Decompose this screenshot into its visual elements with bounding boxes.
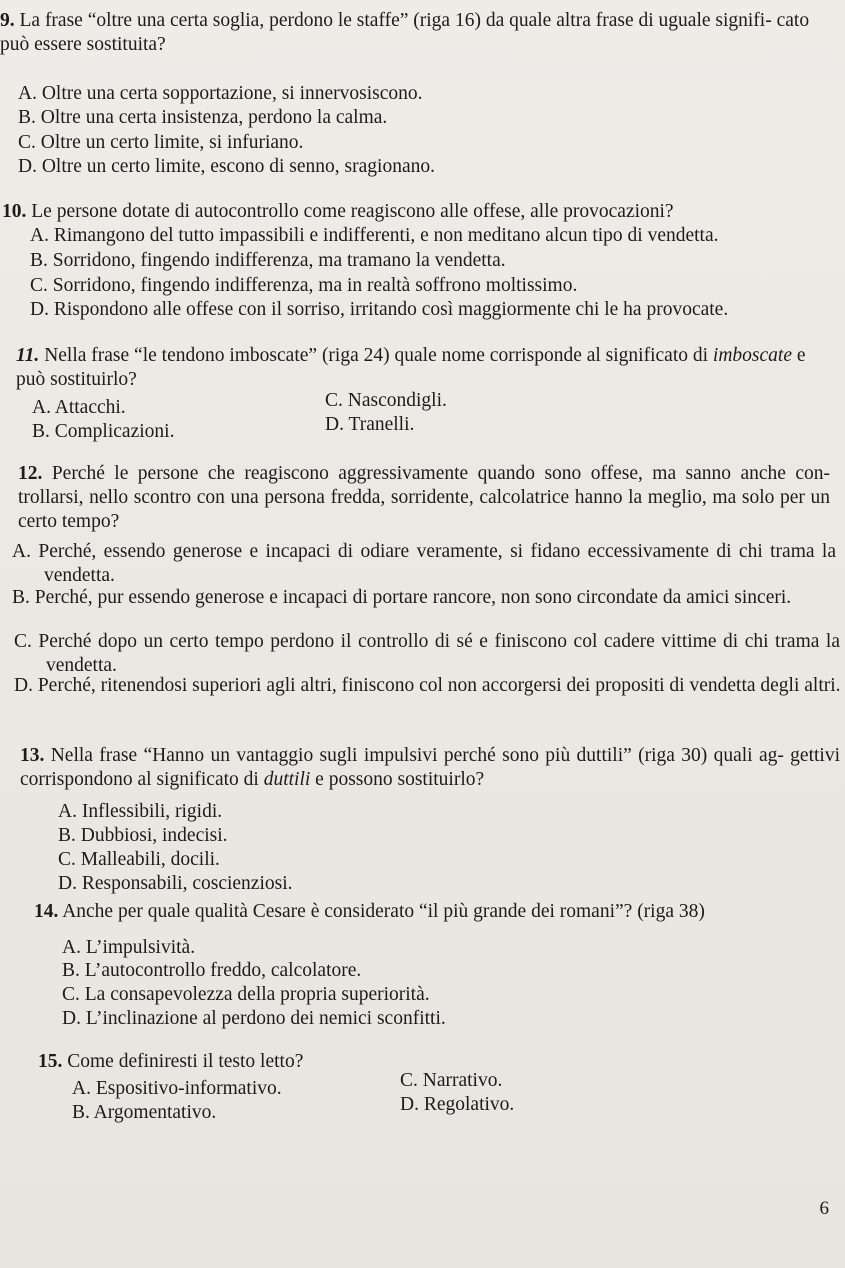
question-9-option-d: D. Oltre un certo limite, escono di senno, sragionano. [18, 156, 435, 177]
question-11-option-a: A. Attacchi. [32, 397, 126, 418]
question-13-option-a: A. Inflessibili, rigidi. [58, 801, 223, 822]
question-13-option-c: C. Malleabili, docili. [58, 849, 220, 870]
question-13-option-b: B. Dubbiosi, indecisi. [58, 825, 228, 846]
question-15-option-c: C. Narrativo. [400, 1070, 503, 1091]
question-14-option-c: C. La consapevolezza della propria superiorità. [62, 984, 430, 1005]
question-11-stem [16, 344, 831, 392]
page-number: 6 [819, 1198, 829, 1219]
question-text-italic: duttili [263, 769, 311, 790]
question-text: La frase “oltre una certa soglia, perdono le staffe” (riga 16) da quale altra frase di uguale signifi- cato può essere sostituita? [0, 10, 810, 55]
question-9-option-a: A. Oltre una certa sopportazione, si innervosiscono. [18, 83, 423, 104]
question-10-option-a: A. Rimangono del tutto impassibili e indifferenti, e non meditano alcun tipo di vendetta. [30, 225, 719, 246]
question-10-option-d: D. Rispondono alle offese con il sorriso, irritando così maggiormente chi le ha provocate. [30, 299, 729, 320]
question-12-option-b: B. Perché, pur essendo generose e incapaci di portare rancore, non sono circondate da amici sinceri. [12, 587, 792, 608]
question-11-option-d: D. Tranelli. [325, 414, 415, 435]
question-13-option-d: D. Responsabili, coscienziosi. [58, 873, 293, 894]
question-number: 9. [0, 10, 15, 31]
question-number: 11. [16, 345, 40, 366]
question-text-italic: imboscate [712, 345, 792, 366]
question-9-option-c: C. Oltre un certo limite, si infuriano. [18, 132, 304, 153]
question-text: Anche per quale qualità Cesare è considerato “il più grande dei romani”? (riga 38) [62, 901, 705, 922]
question-9-option-b: B. Oltre una certa insistenza, perdono la calma. [18, 107, 388, 128]
question-12-option-a: A. Perché, essendo generose e incapaci di odiare veramente, si fidano eccessivamente di chi trama la vendetta. [12, 541, 836, 586]
question-text: Nella frase “le tendono imboscate” (riga 24) quale nome corrisponde al significato di [44, 345, 709, 366]
question-15-option-a: A. Espositivo-informativo. [72, 1078, 282, 1099]
question-text: Come definiresti il testo letto? [67, 1051, 304, 1072]
question-14-option-a: A. L’impulsività. [62, 937, 196, 958]
question-12-option-d: D. Perché, ritenendosi superiori agli altri, finiscono col non accorgersi dei propositi di vendetta degli altri. [14, 675, 841, 696]
question-text-end: e può sostituirlo? [16, 345, 806, 390]
question-text: Le persone dotate di autocontrollo come reagiscono alle offese, alle provocazioni? [31, 201, 674, 222]
question-15-option-b: B. Argomentativo. [72, 1102, 217, 1123]
question-13-stem [20, 744, 840, 792]
question-text: Nella frase “Hanno un vantaggio sugli impulsivi perché sono più duttili” (riga 30) quali ag- gettivi corrispondono al significato di [20, 745, 841, 790]
question-11-option-c: C. Nascondigli. [325, 390, 447, 411]
question-number: 12. [18, 463, 43, 484]
question-12-option-c: C. Perché dopo un certo tempo perdono il controllo di sé e finiscono col cadere vittime di chi trama la vendetta. [14, 631, 840, 676]
question-9-stem [0, 9, 830, 57]
question-14-stem [34, 900, 834, 924]
question-15-option-d: D. Regolativo. [400, 1094, 515, 1115]
question-14-option-b: B. L’autocontrollo freddo, calcolatore. [62, 960, 362, 981]
question-text: Perché le persone che reagiscono aggressivamente quando sono offese, ma sanno anche con- trollarsi, nello scontro con una persona fredda, sorridente, calcolatrice hanno la meglio, ma solo per un certo tempo? [18, 463, 831, 532]
question-10-stem [2, 200, 832, 224]
question-number: 14. [34, 901, 59, 922]
question-10-option-b: B. Sorridono, fingendo indifferenza, ma tramano la vendetta. [30, 250, 506, 271]
question-14-option-d: D. L’inclinazione al perdono dei nemici sconfitti. [62, 1008, 446, 1029]
question-10-option-c: C. Sorridono, fingendo indifferenza, ma in realtà soffrono moltissimo. [30, 275, 578, 296]
question-text-end: e possono sostituirlo? [315, 769, 485, 790]
question-number: 10. [2, 201, 27, 222]
question-number: 13. [20, 745, 45, 766]
question-12-stem [18, 462, 830, 534]
question-number: 15. [38, 1051, 63, 1072]
question-11-option-b: B. Complicazioni. [32, 421, 175, 442]
